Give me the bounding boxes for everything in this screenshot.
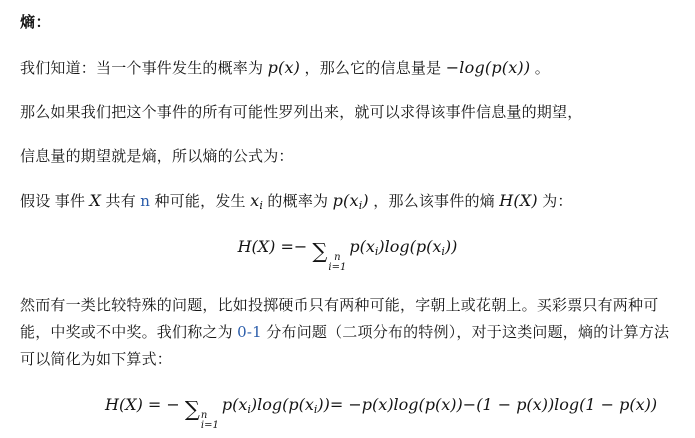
math-segment: p(x [332, 191, 359, 210]
math-segment: i [247, 403, 251, 416]
text-segment: ，那么它的信息量是 [300, 60, 446, 77]
paragraph [20, 99, 675, 126]
math-segment: X [89, 191, 102, 210]
summation-limits: n i=1 [328, 252, 347, 273]
text-segment: ，那么该事件的熵 [368, 193, 500, 210]
math-segment: i [441, 245, 445, 258]
text-segment: 的概率为 [263, 193, 333, 210]
math-segment: )log(p(x [378, 237, 442, 256]
math-segment: i [358, 199, 363, 212]
math-segment: x [250, 191, 260, 210]
paragraph [20, 292, 675, 373]
text-segment: 假设 事件 [20, 193, 90, 210]
text-segment: 分布问题（二项分布的特例），对于这类问题，熵的计算方法可以简化为如下算式： [20, 324, 670, 368]
math-segment: H(X) = − [105, 395, 185, 414]
summation-symbol [185, 394, 222, 431]
summation-limits: n i=1 [200, 410, 219, 431]
text-segment: 那么如果我们把这个事件的所有可能性罗列出来，就可以求得该事件信息量的期望， [20, 104, 583, 121]
text-segment: 我们知道：当一个事件发生的概率为 [20, 60, 268, 77]
text-segment: 。 [530, 60, 550, 77]
sigma-glyph: ∑ [184, 397, 200, 421]
math-segment: )) [444, 237, 458, 256]
math-segment: )log(p(x [250, 395, 314, 414]
text-segment: 共有 [101, 193, 141, 210]
paragraph [20, 187, 675, 215]
math-segment: i [374, 245, 379, 258]
math-segment: ) [362, 191, 369, 210]
math-segment: i [259, 199, 264, 212]
summation-symbol [312, 236, 349, 273]
text-segment: 为： [537, 193, 573, 210]
article-content [20, 54, 675, 431]
display-formula [20, 232, 675, 273]
paragraph [20, 143, 675, 170]
math-segment: H(X) [499, 191, 538, 210]
display-formula [20, 390, 675, 431]
paragraph [20, 54, 675, 82]
math-segment: p(x [349, 237, 375, 256]
text-segment: 种可能，发生 [150, 193, 251, 210]
math-segment: −log(p(x)) [445, 58, 531, 77]
sigma-glyph: ∑ [312, 239, 328, 263]
text-segment: 然而有一类比较特殊的问题，比如投掷硬币只有两种可能，字朝上或花朝上。买彩票只有两种可能，中奖或不中奖。我们称之为 [20, 297, 659, 341]
math-segment: p(x) [267, 58, 301, 77]
text-segment: 信息量的期望就是熵，所以熵的公式为： [20, 148, 294, 165]
math-segment: i [313, 403, 318, 416]
math-segment: H(X) =− [237, 237, 313, 256]
math-segment: p(x [221, 395, 248, 414]
math-segment: ))= −p(x)log(p(x))−(1 − p(x))log(1 − p(x)) [317, 395, 658, 414]
page-title: 熵： [20, 14, 52, 31]
highlight-text: 0-1 [237, 323, 262, 341]
highlight-text: n [140, 192, 151, 210]
